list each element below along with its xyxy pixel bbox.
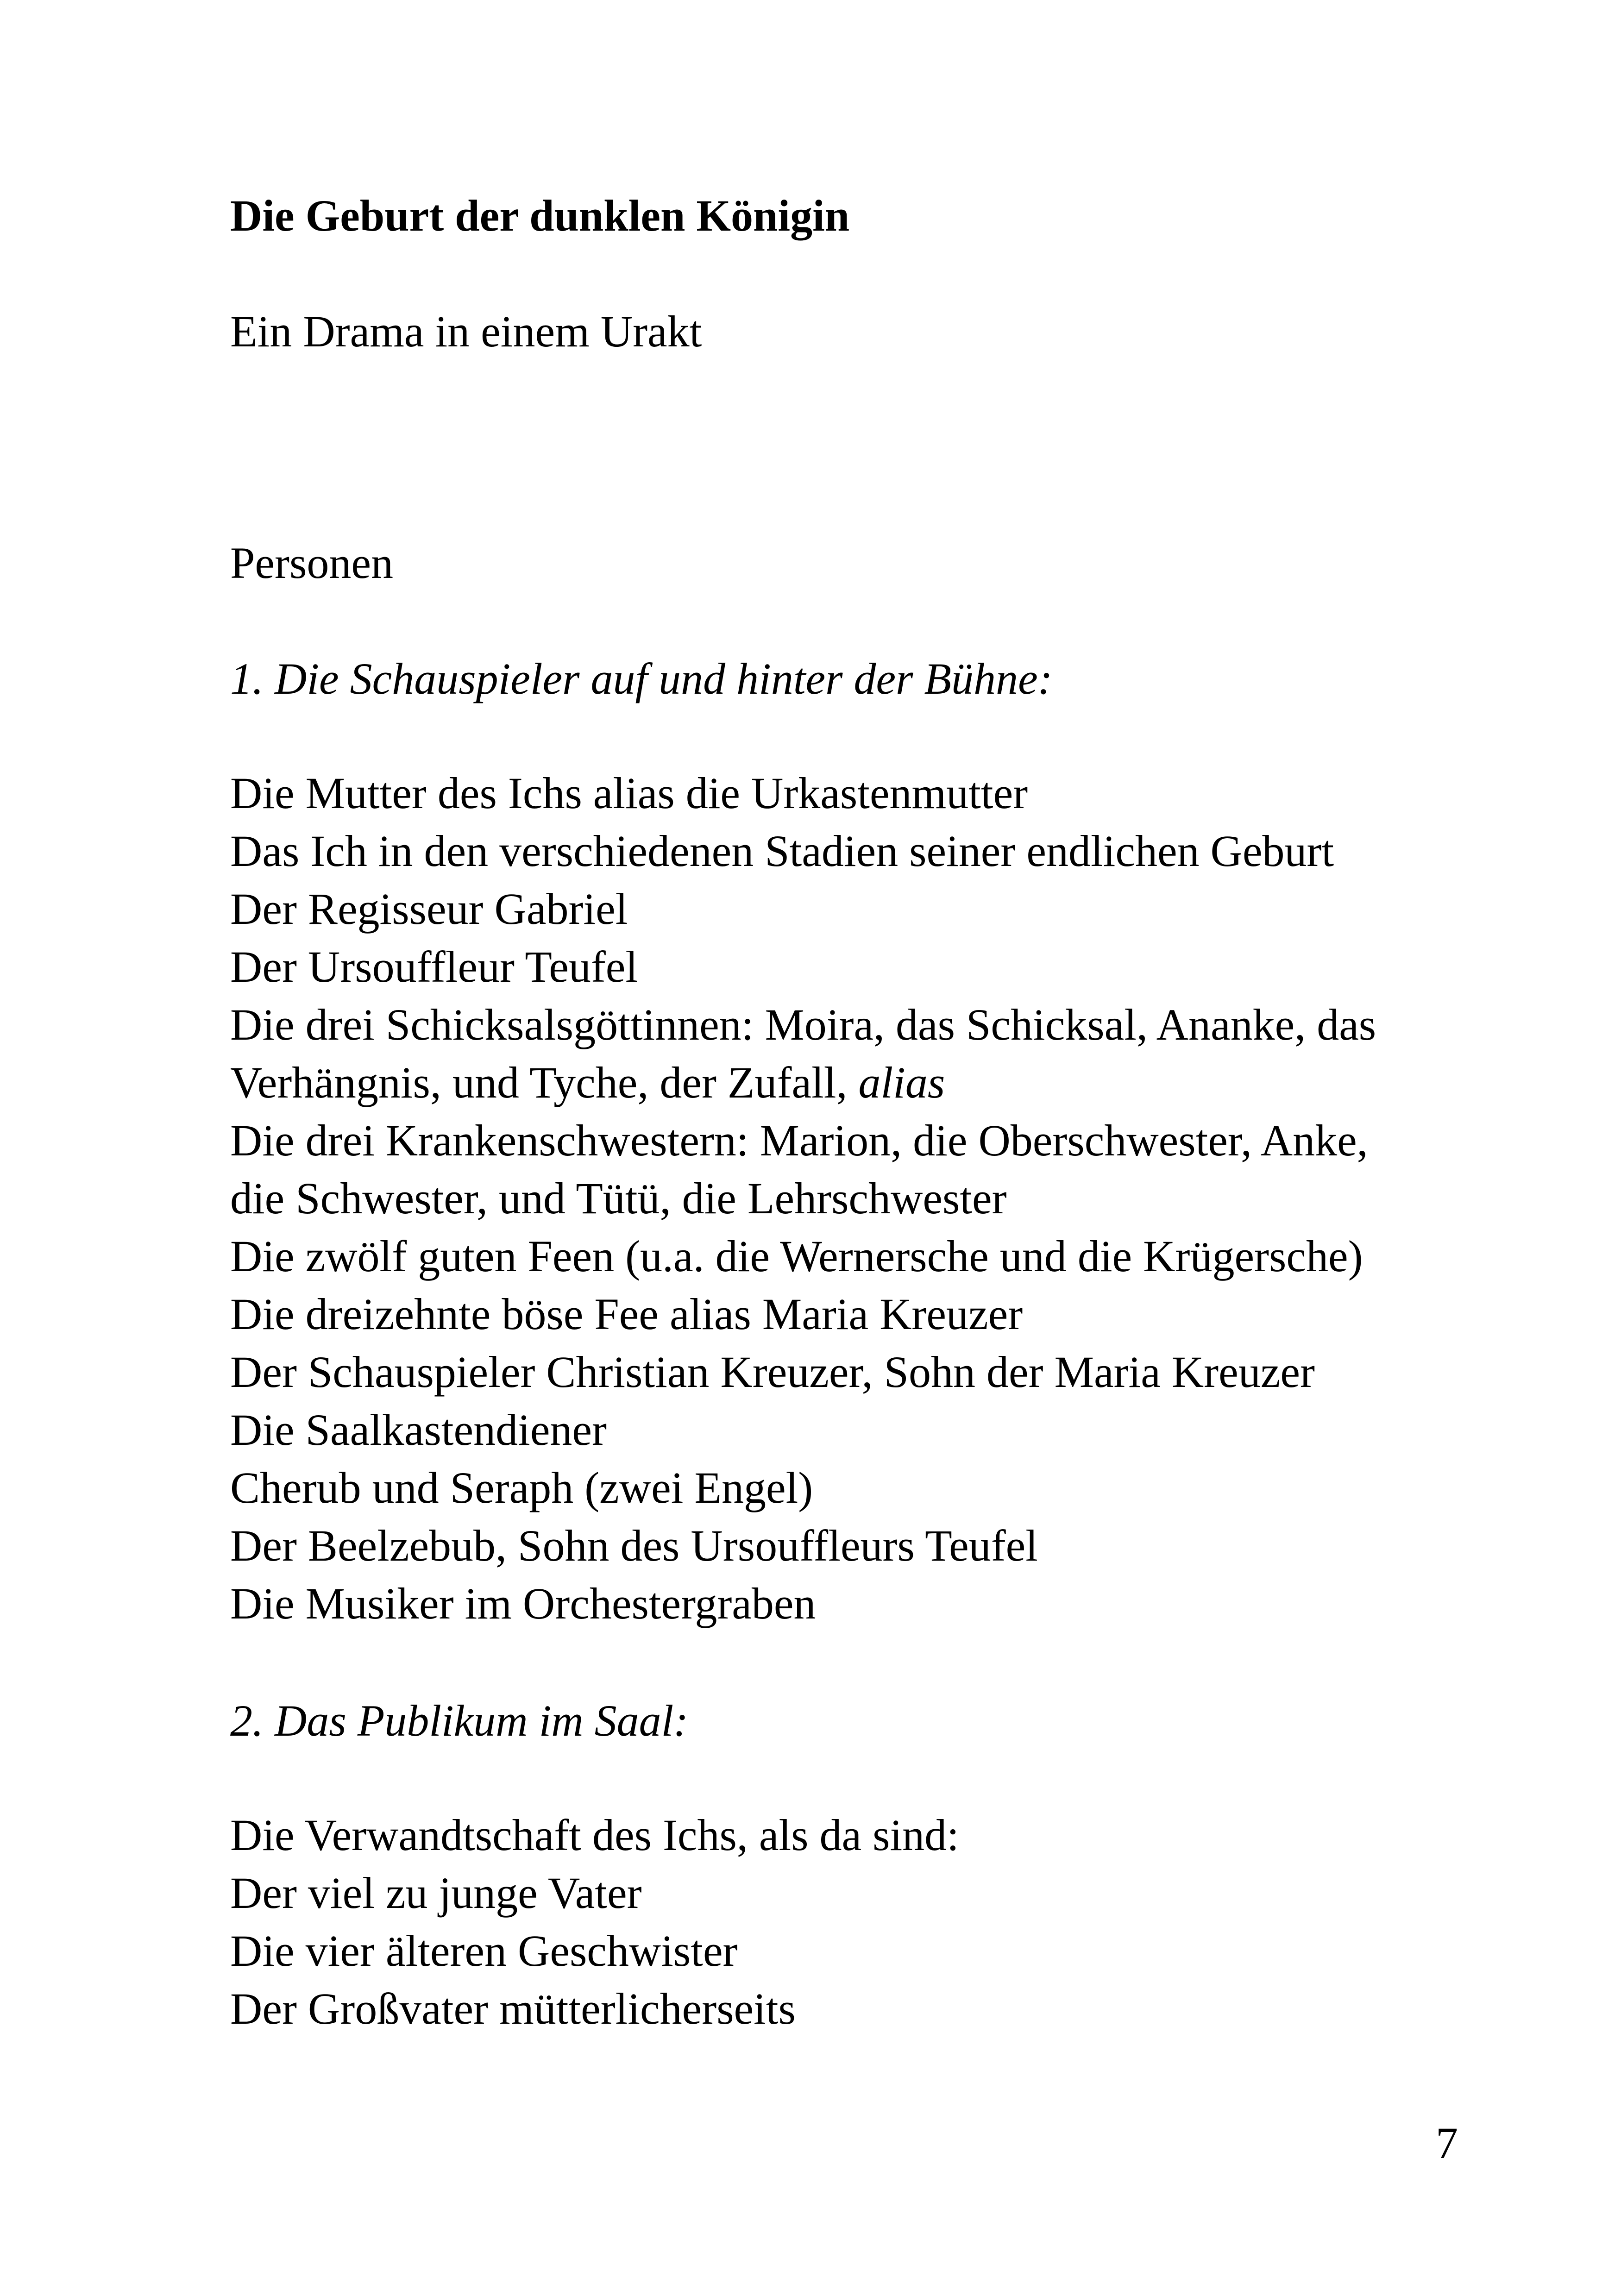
list-item: Die drei Schicksalsgöttinnen: Moira, das Schicksal, Ananke, das [230, 1000, 1376, 1049]
list-item [230, 1054, 1376, 1111]
list-item: Das Ich in den verschiedenen Stadien seiner endlichen Geburt [230, 826, 1334, 876]
list-item: Die drei Krankenschwestern: Marion, die Oberschwester, Anke, [230, 1116, 1368, 1165]
page-number: 7 [1436, 2118, 1458, 2168]
list-item: die Schwester, und Tütü, die Lehrschwester [230, 1173, 1007, 1223]
list-item-text: Verhängnis, und Tyche, der Zufall, [230, 1058, 859, 1107]
list-item: Die Saalkastendiener [230, 1405, 607, 1455]
list-item: Der Großvater mütterlicherseits [230, 1984, 796, 2033]
list-item: Der viel zu junge Vater [230, 1868, 642, 1918]
list-item: Die Mutter des Ichs alias die Urkastenmutter [230, 768, 1028, 818]
list-item: Die dreizehnte böse Fee alias Maria Kreuzer [230, 1289, 1023, 1339]
list-item: Der Ursouffleur Teufel [230, 942, 638, 991]
persons-heading: Personen [230, 538, 393, 588]
list-item: Der Regisseur Gabriel [230, 884, 628, 934]
cast-list-stage [230, 764, 1376, 1632]
list-item: Die vier älteren Geschwister [230, 1926, 738, 1976]
section-1-heading: 1. Die Schauspieler auf und hinter der Bühne: [230, 654, 1053, 703]
cast-list-audience [230, 1806, 959, 2038]
section-2-heading: 2. Das Publikum im Saal: [230, 1696, 689, 1745]
list-item: Die Verwandtschaft des Ichs, als da sind: [230, 1810, 959, 1860]
list-item: Die zwölf guten Feen (u.a. die Wernersche und die Krügersche) [230, 1231, 1363, 1281]
italic-alias: alias [858, 1058, 945, 1107]
document-subtitle: Ein Drama in einem Urakt [230, 307, 702, 356]
list-item: Cherub und Seraph (zwei Engel) [230, 1463, 813, 1512]
list-item: Der Beelzebub, Sohn des Ursouffleurs Teufel [230, 1521, 1038, 1570]
document-title: Die Geburt der dunklen Königin [230, 191, 850, 240]
list-item: Die Musiker im Orchestergraben [230, 1579, 816, 1628]
list-item: Der Schauspieler Christian Kreuzer, Sohn der Maria Kreuzer [230, 1347, 1315, 1397]
